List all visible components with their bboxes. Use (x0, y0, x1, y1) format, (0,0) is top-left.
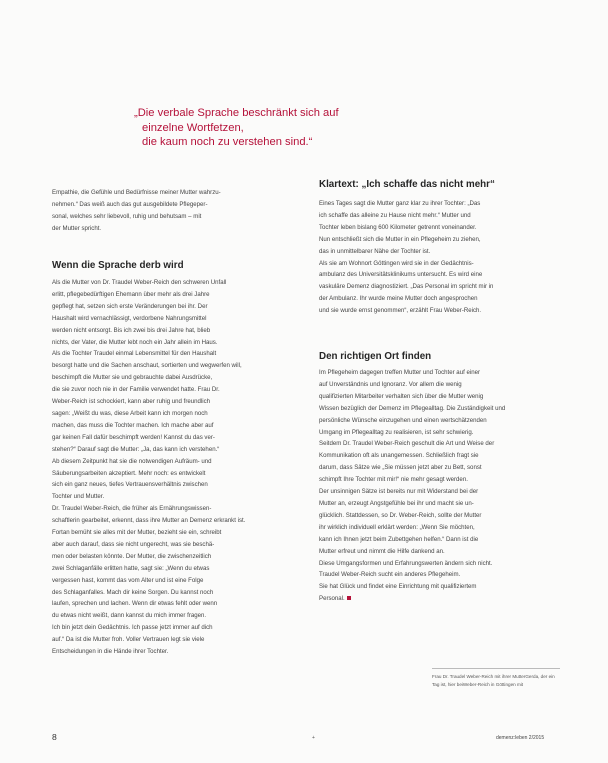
body-line: Dr. Traudel Weber-Reich, die früher als Ernährungswissen- (52, 505, 212, 513)
body-line: Nun entschließt sich die Mutter in ein Pflegeheim zu ziehen, (319, 235, 481, 243)
body-line: Tochter leben bislang 600 Kilometer getrennt voneinander. (319, 223, 477, 231)
section-heading-plaintext: Klartext: „Ich schaffe das nicht mehr“ (319, 179, 495, 190)
body-line: Kommunikation oft als unangemessen. Schließlich fragt sie (319, 452, 479, 460)
left-column (52, 187, 304, 235)
photo-caption (432, 668, 560, 688)
body-line: Ab diesem Zeitpunkt hat sie die notwendigen Aufräum- und (52, 457, 212, 465)
body-line: werden nicht entsorgt. Bis ich zwei bis drei Jahre hat, blieb (52, 326, 211, 334)
intro-line: sonal, welches sehr liebevoll, ruhig und behutsam – mit (52, 212, 202, 220)
intro-paragraph (52, 187, 304, 235)
center-mark: + (312, 735, 315, 741)
body-line: glücklich. Stattdessen, so Dr. Weber-Reich, sollte der Mutter (319, 511, 482, 519)
body-line: Eines Tages sagt die Mutter ganz klar zu ihrer Tochter: „Das (319, 200, 481, 207)
pull-quote (134, 106, 394, 150)
body-line: Haushalt wird vernachlässigt, verdorbene Nahrungsmittel (52, 314, 207, 322)
body-line: vergessen hast, kommt das vom Alter und ist eine Folge (52, 576, 204, 584)
body-line: besorgt hatte und die Sachen anschaut, sortierten und wegwerfen will, (52, 362, 242, 370)
body-line: machen, das muss die Tochter machen. Ich mache aber auf (52, 421, 214, 429)
article-end-mark (347, 596, 351, 600)
body-line: des Schlaganfalles. Mach dir keine Sorgen. Du kannst noch (52, 588, 214, 596)
body-line: Entscheidungen in die Hände ihrer Tochter. (52, 648, 169, 656)
body-line: Personal. (319, 593, 571, 605)
section-heading-right-place: Den richtigen Ort finden (319, 351, 432, 362)
body-line: zwei Schlaganfälle erlitten hatte, sagt sie: „Wenn du etwas (52, 564, 210, 572)
body-line: vaskuläre Demenz diagnostiziert. „Das Personal im spricht mir in (319, 283, 494, 291)
body-line: ich schaffe das alleine zu Hause nicht mehr.“ Mutter und (319, 211, 471, 219)
page-number: 8 (52, 732, 57, 742)
caption-line: Weber-Reich in Göttingen mit (462, 681, 524, 687)
body-line: Säuberungsarbeiten akzeptiert. Mehr noch: es entwickelt (52, 469, 206, 477)
body-line: Im Pflegeheim dagegen treffen Mutter und Tochter auf einer (319, 369, 481, 376)
caption-line: Frau Dr. Traudel Weber-Reich mit ihrer Mutter (432, 674, 526, 679)
body-line: ihr wirklich individuell erklärt werden: „Wenn Sie möchten, (319, 523, 475, 531)
body-line: gar keinen Fall dafür beschimpft werden! Kannst du das ver- (52, 433, 215, 441)
body-line: Als die Mutter von Dr. Traudel Weber-Reich den schweren Unfall (52, 279, 227, 286)
body-line: Als die Tochter Traudel einmal Lebensmittel für den Haushalt (52, 350, 217, 358)
body-line: qualifizierten Mitarbeiter verhalten sich über die Mutter wenig (319, 392, 484, 400)
body-line: Seitdem Dr. Traudel Weber-Reich geschult die Art und Weise der (319, 440, 495, 448)
body-line: stehen?“ Darauf sagt die Mutter: „Ja, das kann ich verstehen.“ (52, 445, 220, 453)
body-line: ambulanz des Universitätsklinikums untersucht. Es wird eine (319, 271, 483, 279)
pull-quote-line: einzelne Wortfetzen, (142, 121, 244, 134)
section-heading-language: Wenn die Sprache derb wird (52, 260, 184, 271)
body-line: men oder belasten könnte. Der Mutter, die zwischenzeitlich (52, 552, 212, 560)
pull-quote-line: „Die verbale Sprache beschränkt sich auf (134, 107, 339, 119)
right-section-2 (319, 367, 571, 605)
body-line: laufen, sprechen und lachen. Wenn dir etwas fehlt oder wenn (52, 600, 218, 608)
body-line: schaftlerin gearbeitet, erkennt, dass ihre Mutter an Demenz erkrankt ist. (52, 517, 246, 525)
body-line: Traudel Weber-Reich sucht ein anderes Pflegeheim. (319, 571, 461, 579)
body-line: erlitt, pflegebedürftigen Ehemann über mehr als drei Jahre (52, 290, 210, 298)
body-line: Ich bin jetzt dein Gedächtnis. Ich passe jetzt immer auf dich (52, 624, 213, 632)
body-line: schimpft Ihre Tochter mit mir!“ nie mehr gesagt werden. (319, 476, 468, 484)
body-line: Mutter erfreut und nimmt die Hilfe dankend an. (319, 547, 445, 555)
body-line: Tochter und Mutter. (52, 493, 105, 501)
body-line: gepflegt hat, setzen sich erste Veränderungen bei ihr. Der (52, 302, 208, 310)
magazine-footer: demenz:leben 2/2015 (496, 735, 545, 741)
body-line: und sie wurde ernst genommen“, erzählt Frau Weber-Reich. (319, 307, 482, 315)
body-line: Der unsinnigen Sätze ist bereits nur mit Widerstand bei der (319, 488, 479, 496)
body-line: der Ambulanz. Ihr wurde meine Mutter doch angesprochen (319, 295, 478, 303)
caption-line: Gerda, der ein Tag ist, hier bei (432, 674, 555, 687)
body-line: darum, dass Sätze wie „Sie müssen jetzt aber zu Bett, sonst (319, 464, 482, 472)
left-body (52, 277, 304, 658)
right-section-1 (319, 198, 571, 317)
body-line: das in unmittelbarer Nähe der Tochter ist. (319, 247, 431, 255)
body-line: Als sie am Wohnort Göttingen wird sie in der Gedächtnis- (319, 259, 474, 267)
intro-line: der Mutter spricht. (52, 224, 102, 232)
body-line: kann ich Ihnen jetzt beim Zubettgehen helfen.“ Dann ist die (319, 535, 479, 543)
pull-quote-line: die kaum noch zu verstehen sind.“ (142, 136, 313, 148)
body-line: sich ein ganz neues, tiefes Vertrauensverhältnis zwischen (52, 481, 208, 489)
body-line: Diese Umgangsformen und Erfahrungswerten ändern sich nicht. (319, 559, 493, 567)
body-line: Wissen bezüglich der Demenz im Pflegealltag. Die Zuständigkeit und (319, 404, 506, 412)
body-line: nichts, der Vater, die Mutter lebt noch ein Jahr allein im Haus. (52, 338, 218, 346)
body-line: aber auch darauf, dass sie nicht ungerecht, was sie beschä- (52, 540, 215, 548)
body-line: beschimpft die Mutter sie und gebrauchte dabei Ausdrücke, (52, 374, 213, 382)
body-line: Weber-Reich ist schockiert, kann aber ruhig und freundlich (52, 398, 211, 406)
body-line: persönliche Wünsche einzugehen und einen wertschätzenden (319, 416, 487, 424)
intro-line: nehmen.“ Das weiß auch das gut ausgebildete Pflegeper- (52, 200, 208, 208)
body-line: Sie hat Glück und findet eine Einrichtung mit qualifiziertem (319, 583, 477, 591)
body-line: Mutter an, erzeugt Angstgefühle bei ihr und macht sie un- (319, 499, 474, 507)
intro-line: Empathie, die Gefühle und Bedürfnisse meiner Mutter wahrzu- (52, 189, 221, 196)
body-line: sagen: „Weißt du was, diese Arbeit kann ich morgen noch (52, 409, 208, 417)
body-line: die sie zuvor noch nie in der Familie verwendet hatte. Frau Dr. (52, 386, 220, 394)
body-line: du etwas nicht weißt, dann kannst du mich immer fragen. (52, 612, 207, 620)
body-line: auf.“ Da ist die Mutter froh. Voller Vertrauen legt sie viele (52, 636, 205, 644)
body-line: Fortan bemüht sie alles mit der Mutter, bezieht sie ein, schreibt (52, 529, 222, 537)
body-line: Umgang im Pflegealltag zu realisieren, ist sehr schwierig. (319, 428, 474, 436)
body-line: auf Unverständnis und Ignoranz. Vor allem die wenig (319, 380, 462, 388)
